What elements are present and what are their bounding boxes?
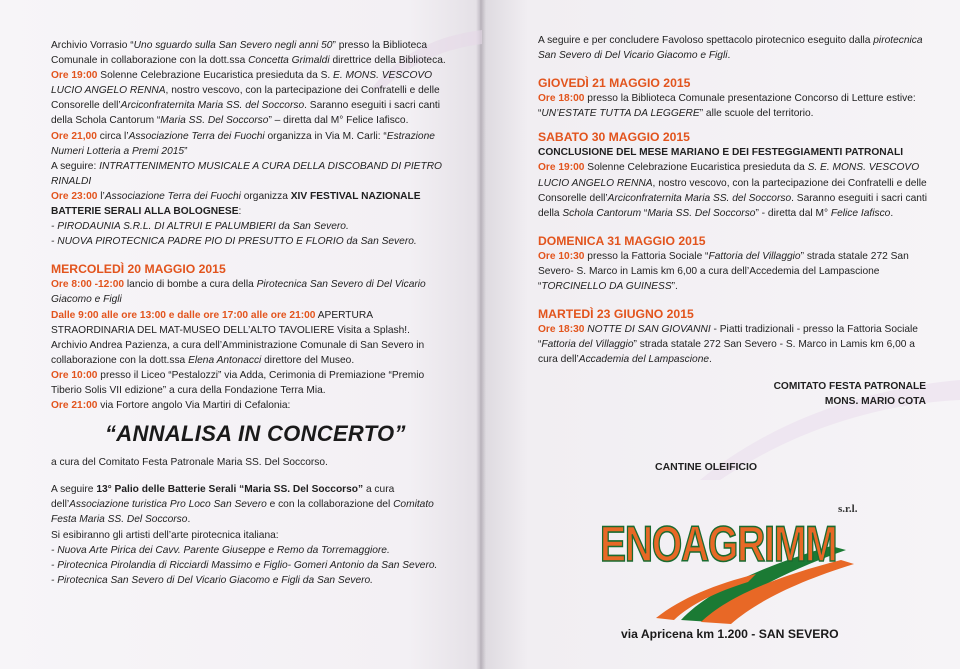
day-heading-30-maggio: SABATO 30 MAGGIO 2015	[538, 130, 690, 145]
palio-paragraph: A seguire 13° Palio delle Batterie Serali “Maria SS. Del Soccorso” a cura dell’Associazione turistica Pro Loco San Severo e con la collaborazione del Comitato Festa Maria SS. Del Soccorso.	[51, 484, 434, 526]
day-heading-20-maggio: MERCOLEDÌ 20 MAGGIO 2015	[51, 262, 226, 277]
artists-intro: Si esibiranno gli artisti dell’arte pirotecnica italiana:	[51, 529, 279, 541]
day-heading-31-maggio: DOMENICA 31 MAGGIO 2015	[538, 233, 706, 248]
event-concert-location: Ore 21:00 via Fortore angolo Via Martiri di Cefalonia:	[51, 400, 291, 412]
right-column	[538, 33, 930, 409]
artist-item-3: - Pirotecnica San Severo di Del Vicario Giacomo e Figli da San Severo.	[51, 574, 374, 586]
artist-item-2: - Pirotecnica Pirolandia di Ricciardi Massimo e Figlio- Gomeri Antonio da San Severo.	[51, 559, 438, 571]
event-reading-contest: Ore 18:00 presso la Biblioteca Comunale presentazione Concorso di Letture estive: “UN’ESTATE TUTTA DA LEGGERE” alle scuole del territorio.	[538, 93, 916, 120]
artist-item-1: - Nuova Arte Pirica dei Cavv. Parente Giuseppe e Remo da Torremaggiore.	[51, 544, 390, 556]
concert-organizer: a cura del Comitato Festa Patronale Maria SS. Del Soccorso.	[51, 457, 328, 469]
sponsor-address: via Apricena km 1.200 - SAN SEVERO	[621, 627, 839, 641]
day-heading-23-giugno: MARTEDÌ 23 GIUGNO 2015	[538, 307, 694, 322]
event-lottery: Ore 21,00 circa l’Associazione Terra dei Fuochi organizza in Via M. Carli: “Estrazione Numeri Lotteria a Premi 2015”	[51, 130, 435, 157]
event-award: Ore 10:00 presso il Liceo “Pestalozzi” via Adda, Cerimonia di Premiazione “Premio Tiberio Solis VII edizione” a cura della Fondazione Terra Mia.	[51, 369, 425, 396]
festival-item-1: - PIRODAUNIA S.R.L. DI ALTRUI E PALUMBIERI da San Severo.	[51, 221, 349, 233]
day-heading-21-maggio: GIOVEDÌ 21 MAGGIO 2015	[538, 76, 691, 91]
event-festival: Ore 23:00 l’Associazione Terra dei Fuochi organizza XIV FESTIVAL NAZIONALE BATTERIE SERALI ALLA BOLOGNESE:	[51, 190, 421, 218]
event-final-mass: Ore 19:00 Solenne Celebrazione Eucaristica presieduta da S. E. MONS. VESCOVO LUCIO ANGELO RENNA, nostro vescovo, con la partecipazione dei Confratelli e delle Consorelle dell’Arciconfraternita Maria SS. del Soccorso. Saranno eseguiti i sacri canti della Schola Cantorum “Maria SS. Del Soccorso” - diretta dal M° Felice Iafisco.	[538, 162, 928, 219]
event-bombs: Ore 8:00 -12:00 lancio di bombe a cura della Pirotecnica San Severo di Del Vicario Giacomo e Figli	[51, 279, 426, 306]
event-san-giovanni: Ore 18:30 NOTTE DI SAN GIOVANNI - Piatti tradizionali - presso la Fattoria Sociale “Fattoria del Villaggio” strada statale 272 San Severo - S. Marco in Lamis km 6,00 a cura dell’Accademia del Lampascione.	[538, 324, 918, 366]
day-subheading-conclusion: CONCLUSIONE DEL MESE MARIANO E DEI FESTEGGIAMENTI PATRONALI	[538, 147, 904, 159]
page-gutter	[476, 0, 486, 669]
event-mass: Ore 19:00 Solenne Celebrazione Eucaristica presieduta da S. E. MONS. VESCOVO LUCIO ANGELO RENNA, nostro vescovo, con la partecipazione dei Confratelli e delle Consorelle dell’Arciconfraternita Maria SS. del Soccorso. Saranno eseguiti i sacri canti della Schola Cantorum “Maria SS. Del Soccorso” – diretta dal M° Felice Iafisco.	[51, 70, 441, 127]
intro-paragraph: Archivio Vorrasio “Uno sguardo sulla San Severo negli anni 50” presso la Biblioteca Comunale in collaborazione con la dott.ssa Concetta Grimaldi direttrice della Biblioteca.	[51, 40, 446, 67]
concert-title: “ANNALISA IN CONCERTO”	[105, 421, 406, 447]
festival-item-2: - NUOVA PIROTECNICA PADRE PIO DI PRESUTTO E FLORIO da San Severo.	[51, 236, 417, 248]
sponsor-label: CANTINE OLEIFICIO	[655, 461, 758, 473]
signature-priest: MONS. MARIO COTA	[824, 396, 926, 408]
closing-fireworks: A seguire e per concludere Favoloso spettacolo pirotecnico eseguito dalla pirotecnica San Severo di Del Vicario Giacomo e Figli.	[538, 35, 923, 62]
event-torcinello: Ore 10:30 presso la Fattoria Sociale “Fattoria del Villaggio” strada statale 272 San Severo- S. Marco in Lamis km 6,00 a cura dell’Accedemia del Lampascione “TORCINELLO DA GUINESS”.	[538, 250, 909, 293]
logo-srl: s.r.l.	[838, 503, 858, 515]
event-museum: Dalle 9:00 alle ore 13:00 e dalle ore 17:00 alle ore 21:00 APERTURA STRAORDINARIA DEL MAT-MUSEO DELL’ALTO TAVOLIERE Visita a Splash!. Archivio Andrea Pazienza, a cura dell’Amministrazione Comunale di San Severo in collaborazione con la dott.ssa Elena Antonacci direttore del Museo.	[51, 309, 425, 366]
event-discoband: A seguire: INTRATTENIMENTO MUSICALE A CURA DELLA DISCOBAND DI PIETRO RINALDI	[51, 160, 442, 187]
signature-committee: COMITATO FESTA PATRONALE	[773, 381, 926, 393]
logo-wordmark: ENOAGRIMM	[600, 516, 837, 572]
left-column	[51, 38, 448, 588]
